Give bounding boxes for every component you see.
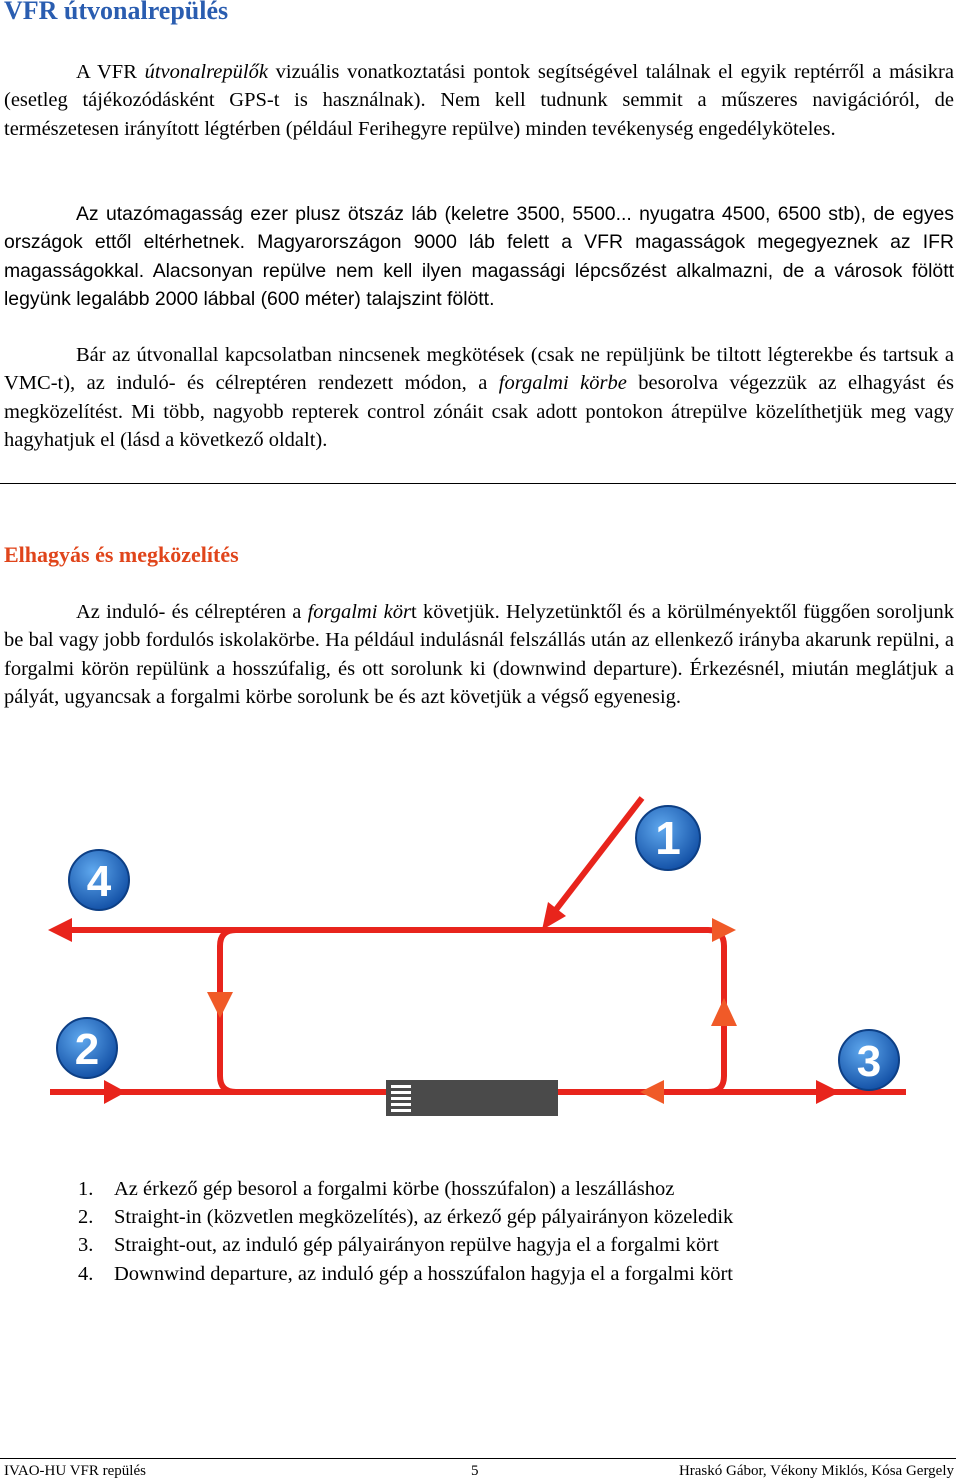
runway xyxy=(386,1080,558,1116)
straight-out-arrow xyxy=(816,1080,840,1104)
list-item-text: Straight-in (közvetlen megközelítés), az érkező gép pályairányon közeledik xyxy=(114,1206,734,1229)
section-p-emphasis: forgalmi kör xyxy=(307,601,411,623)
badge-2 xyxy=(57,1018,117,1078)
straight-in-arrow xyxy=(104,1080,126,1104)
entry-line xyxy=(548,798,642,920)
badge-4 xyxy=(69,850,129,910)
intro-p1-rest: vizuális vonatkoztatási pontok segítségével találnak el egyik reptérről a másikra (esetleg tájékozódásként GPS-t is használnak). Nem kell tudnunk semmit a műszeres navigációról, de természetesen irányított légtérben (például Ferihegyre repülve) minden tevékenység engedélyköteles. xyxy=(4,61,954,140)
footer-divider xyxy=(0,1458,956,1459)
circuit-arrow-right xyxy=(711,998,737,1026)
badge-3-label: 3 xyxy=(856,1037,882,1086)
downwind-departure-arrow xyxy=(48,918,72,942)
intro-p1-start: A VFR xyxy=(76,61,145,83)
list-item xyxy=(78,1231,733,1259)
intro-p3-rest: besorolva végezzük az elhagyást és megközelítést. Mi több, nagyobb repterek control zónáit csak adott pontokon átrepülve közelíthetjük meg vagy hagyhatjuk el (lásd a következő oldalt). xyxy=(4,372,954,451)
list-item xyxy=(78,1203,733,1231)
list-item-number: 1. xyxy=(78,1178,94,1200)
section-p-start: Az induló- és célreptéren a xyxy=(76,601,308,623)
badge-3 xyxy=(839,1030,899,1090)
circuit-arrow-bottom xyxy=(640,1080,664,1104)
intro-p2-text: Az utazómagasság ezer plusz ötszáz láb (keletre 3500, 5500... nyugatra 4500, 6500 stb), de egyes országok ettől eltérhetnek. Magyarországon 9000 láb felett a VFR magasságok megegyeznek az IFR magasságokkal. Alacsonyan repülve nem kell ilyen magassági lépcsőzést alkalmazni, de a városok fölött legyünk legalább 2000 lábbal (600 méter) talajszint fölött. xyxy=(4,203,954,310)
page-footer xyxy=(4,1463,954,1481)
list-item-number: 3. xyxy=(78,1234,94,1257)
badge-1 xyxy=(636,806,700,870)
list-item-text: Straight-out, az induló gép pályairányon repülve hagyja el a forgalmi kört xyxy=(114,1234,719,1257)
traffic-pattern-diagram xyxy=(0,780,960,1140)
traffic-circuit xyxy=(220,930,724,1092)
intro-paragraph-3 xyxy=(4,341,954,454)
list-item-text: Az érkező gép besorol a forgalmi körbe (hosszúfalon) a leszálláshoz xyxy=(114,1178,675,1200)
section-heading: Elhagyás és megközelítés xyxy=(4,542,239,567)
intro-paragraph-2 xyxy=(4,200,954,313)
legend-list xyxy=(78,1175,733,1288)
intro-p3-emphasis: forgalmi körbe xyxy=(498,372,627,395)
list-item-text: Downwind departure, az induló gép a hosszúfalon hagyja el a forgalmi kört xyxy=(114,1262,733,1285)
badge-1-label: 1 xyxy=(655,812,681,864)
list-item-number: 2. xyxy=(78,1206,94,1229)
footer-left: IVAO-HU VFR repülés xyxy=(4,1463,146,1479)
section-paragraph xyxy=(4,598,954,711)
badge-4-label: 4 xyxy=(86,857,112,906)
intro-paragraph-1 xyxy=(4,58,954,143)
page-title: VFR útvonalrepülés xyxy=(4,0,229,25)
list-item xyxy=(78,1260,733,1288)
intro-p1-emphasis: útvonalrepülők xyxy=(144,61,268,83)
list-item xyxy=(78,1175,733,1203)
section-p-rest: t követjük. Helyzetünktől és a körülményektől függően soroljunk be bal vagy jobb fordulós iskolakörbe. Ha például indulásnál felszállás után az ellenkező irányba akarunk repülni, a forgalmi körön repülünk a hosszúfalig, és ott sorolunk ki (downwind departure). Érkezésnél, miután meglátjuk a pályát, ugyancsak a forgalmi körbe sorolunk be és azt követjük a végső egyenesig. xyxy=(4,601,954,708)
intro-p3-start: Bár az útvonallal kapcsolatban nincsenek megkötések (csak ne repüljünk be tiltott légterekbe és tartsuk a VMC-t), az induló- és célreptéren rendezett módon, a xyxy=(4,344,954,395)
circuit-path xyxy=(220,930,724,1092)
section-divider xyxy=(0,483,956,484)
circuit-arrow-left xyxy=(207,992,233,1018)
page-number: 5 xyxy=(471,1463,479,1479)
footer-authors: Hraskó Gábor, Vékony Miklós, Kósa Gergely xyxy=(678,1463,954,1479)
list-item-number: 4. xyxy=(78,1262,94,1285)
badge-2-label: 2 xyxy=(74,1025,100,1074)
